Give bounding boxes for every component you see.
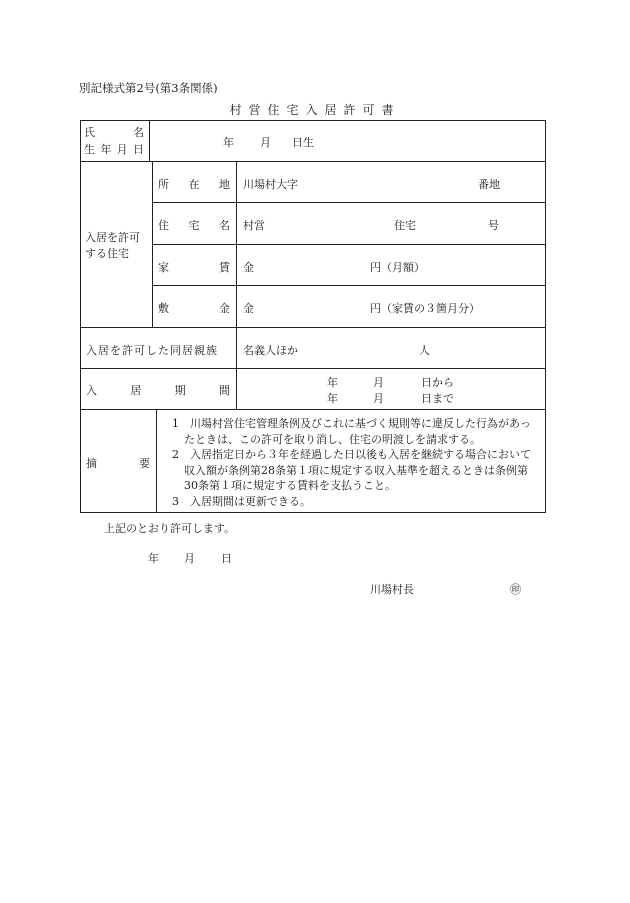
rent-suffix: 円（月額） <box>370 261 425 274</box>
note-item: 2 入居指定日から３年を経過した日以後も入居を継続する場合において収入額が条例第28条第１項に規定する収入基準を超えるときは条例第30条第１項に規定する賃料を支払うこと。 <box>172 448 531 492</box>
date-year: 年 <box>148 552 159 565</box>
period-from-day: 日から <box>421 376 454 389</box>
dob-year: 年 <box>223 136 234 149</box>
dob-label: 生 年 月 日 <box>84 143 144 156</box>
notes-label: 摘 要 <box>86 457 150 470</box>
family-suffix: 人 <box>419 344 430 357</box>
family-value: 名義人ほか <box>243 344 298 357</box>
location-suffix: 番地 <box>478 178 500 191</box>
form-caption: 別記様式第2号(第3条関係) <box>79 81 218 95</box>
issuer: 川場村長 <box>370 583 414 596</box>
rule <box>152 161 153 327</box>
rule <box>80 368 546 369</box>
rent-prefix: 金 <box>243 261 254 274</box>
rule <box>152 244 546 245</box>
house-prefix: 村営 <box>243 219 265 232</box>
housing-label: 入居を許可 する住宅 <box>85 231 140 260</box>
date-day: 日 <box>221 552 232 565</box>
deposit-suffix: 円（家賃の３箇月分） <box>370 302 480 315</box>
date-month: 月 <box>184 552 195 565</box>
rule <box>152 285 546 286</box>
notes-list <box>172 416 540 509</box>
location-label: 所 在 地 <box>158 178 230 191</box>
period-to-year: 年 <box>327 392 338 405</box>
rent-label: 家 賃 <box>158 261 230 274</box>
deposit-prefix: 金 <box>243 302 254 315</box>
period-from-month: 月 <box>373 376 384 389</box>
rule <box>152 202 546 203</box>
name-label: 氏 名 <box>84 126 144 139</box>
location-value: 川場村大字 <box>243 178 298 191</box>
deposit-label: 敷 金 <box>158 302 230 315</box>
house-suffix: 号 <box>488 219 499 232</box>
rule <box>236 161 237 409</box>
house-mid: 住宅 <box>394 219 416 232</box>
rule <box>156 409 157 513</box>
period-to-month: 月 <box>373 392 384 405</box>
period-to-day: 日まで <box>421 392 454 405</box>
dob-month: 月 <box>260 136 271 149</box>
rule <box>149 120 150 161</box>
dob-day: 日生 <box>292 136 314 149</box>
family-label: 入居を許可した同居親族 <box>86 344 218 357</box>
house-label: 住 宅 名 <box>158 219 230 232</box>
note-item: 1 川場村営住宅管理条例及びこれに基づく規則等に違反した行為があったときは、この許可を取り消し、住宅の明渡しを請求する。 <box>172 417 531 446</box>
rule <box>80 327 546 328</box>
period-label: 入 居 期 間 <box>86 384 230 397</box>
rule <box>80 409 546 410</box>
document-title: 村営住宅入居許可書 <box>229 103 401 117</box>
approval-statement: 上記のとおり許可します。 <box>104 522 236 535</box>
note-item: 3 入居期間は更新できる。 <box>172 494 311 508</box>
period-from-year: 年 <box>327 376 338 389</box>
seal-mark: ㊞ <box>510 583 521 596</box>
rule <box>80 161 546 162</box>
